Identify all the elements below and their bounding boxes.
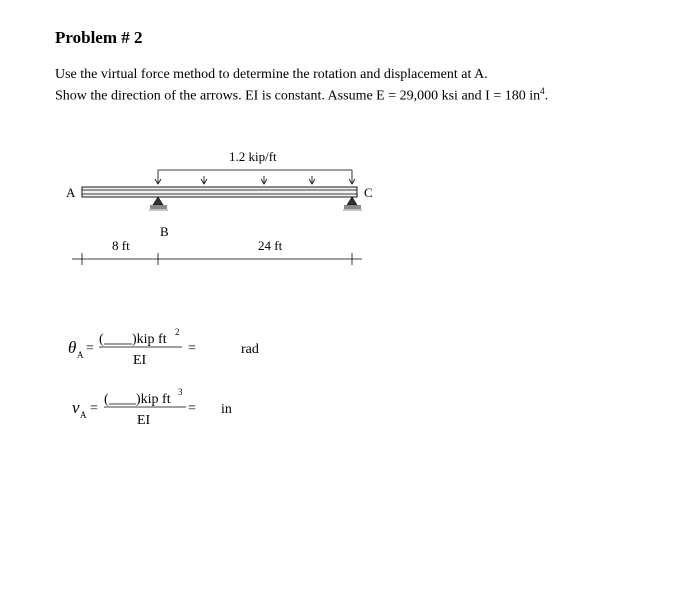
dimension-line [72, 253, 362, 265]
v-numerator-units: )kip ft [136, 392, 171, 407]
beam [82, 187, 357, 197]
theta-symbol: θ [68, 338, 77, 357]
point-b-label: B [160, 224, 169, 239]
support-b-base [150, 205, 167, 209]
distributed-load [155, 170, 355, 184]
support-c [343, 197, 362, 210]
support-c-base [344, 205, 361, 209]
theta-numerator-open: ( [99, 332, 104, 347]
problem-statement-line-2-end: . [544, 88, 549, 104]
support-b [149, 197, 168, 210]
v-equals: = [90, 401, 98, 416]
v-subscript: A [80, 410, 87, 420]
theta-unit: rad [241, 342, 259, 357]
theta-subscript: A [77, 350, 84, 360]
v-denominator: EI [137, 413, 151, 428]
theta-denominator: EI [133, 353, 147, 368]
dimension-right-label: 24 ft [258, 238, 283, 253]
v-numerator-open: ( [104, 392, 109, 407]
support-c-pin [347, 197, 357, 205]
theta-numerator-exponent: 2 [175, 327, 180, 337]
beam-body [82, 187, 357, 197]
theta-equals: = [86, 341, 94, 356]
theta-equals-2: = [188, 341, 196, 356]
inertia-exponent: 4 [540, 86, 545, 96]
v-unit: in [221, 402, 232, 417]
point-c-label: C [364, 185, 373, 200]
theta-numerator-units: )kip ft [132, 332, 167, 347]
v-numerator-exponent: 3 [178, 387, 183, 397]
problem-statement-line-1: Use the virtual force method to determine the rotation and displacement at A. [55, 67, 488, 82]
problem-statement-line-2-text: Show the direction of the arrows. EI is constant. Assume E = 29,000 ksi and I = 180 in [55, 88, 541, 104]
theta-equation [68, 327, 259, 368]
displacement-equation [72, 387, 232, 428]
v-symbol: v [72, 398, 80, 417]
v-equals-2: = [188, 401, 196, 416]
support-b-pin [153, 197, 163, 205]
problem-title: Problem # 2 [55, 28, 143, 47]
dimension-left-label: 8 ft [112, 238, 130, 253]
point-a-label: A [66, 185, 76, 200]
distributed-load-label: 1.2 kip/ft [229, 149, 277, 164]
